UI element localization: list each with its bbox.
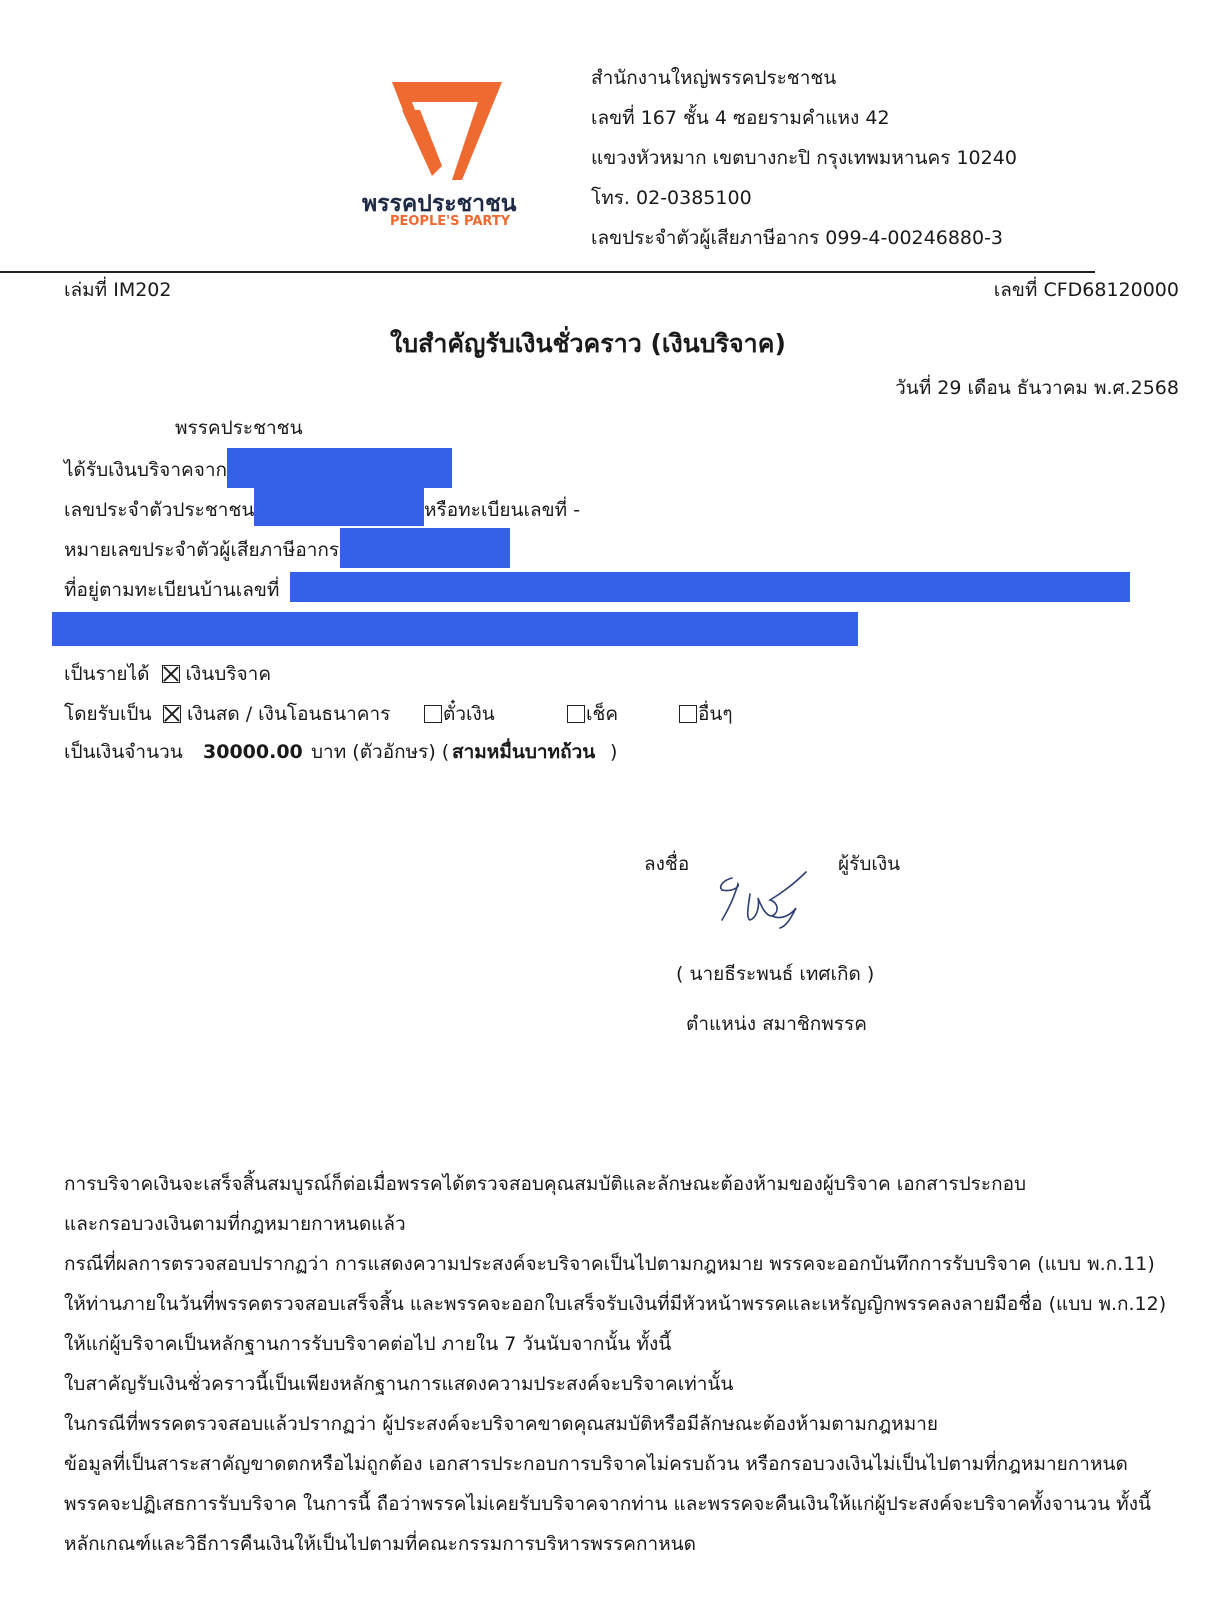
- note-line: พรรคจะปฏิเสธการรับบริจาค ในการนี้ ถือว่าพรรคไม่เคยรับบริจาคจากท่าน และพรรคจะคืนเงินให้แก่ผู้ประสงค์จะบริจาคทั้งจานวน ทั้งนี้: [64, 1493, 1151, 1515]
- redaction-id-card: [254, 488, 424, 526]
- redaction-address-line2: [52, 612, 858, 646]
- id-card-label: เลขประจำตัวประชาชน: [64, 499, 255, 521]
- payment-checkbox[interactable]: [679, 705, 697, 723]
- note-line: และกรอบวงเงินตามที่กฎหมายกาหนดแล้ว: [64, 1213, 406, 1235]
- party-name-en: PEOPLE'S PARTY: [390, 214, 511, 229]
- note-line: หลักเกณฑ์และวิธีการคืนเงินให้เป็นไปตามที่คณะกรรมการบริหารพรรคกาหนด: [64, 1533, 696, 1555]
- note-line: การบริจาคเงินจะเสร็จสิ้นสมบูรณ์ก็ต่อเมื่อพรรคได้ตรวจสอบคุณสมบัติและลักษณะต้องห้ามของผู้บริจาค เอกสารประกอบ: [64, 1173, 1027, 1195]
- tax-id-label: หมายเลขประจำตัวผู้เสียภาษีอากร: [64, 539, 340, 561]
- address-line: สำนักงานใหญ่พรรคประชาชน: [591, 67, 837, 89]
- payment-checkbox[interactable]: [567, 705, 585, 723]
- address-label: ที่อยู่ตามทะเบียนบ้านเลขที่: [64, 579, 280, 601]
- received-from-label: ได้รับเงินบริจาคจาก: [64, 459, 228, 481]
- registration-label: หรือทะเบียนเลขที่ -: [424, 499, 581, 521]
- document-date: วันที่ 29 เดือน ธันวาคม พ.ศ.2568: [895, 377, 1179, 399]
- payment-option-label: เงินสด / เงินโอนธนาคาร: [187, 703, 391, 725]
- payment-checkbox[interactable]: [163, 705, 181, 723]
- receiver-position: ตำแหน่ง สมาชิกพรรค: [686, 1013, 867, 1035]
- address-line: เลขประจำตัวผู้เสียภาษีอากร 099-4-00246880-3: [591, 227, 1004, 249]
- address-line: โทร. 02-0385100: [591, 187, 752, 209]
- handwritten-signature: [710, 858, 830, 938]
- amount-unit: บาท (ตัวอักษร) (: [311, 741, 450, 763]
- document-title: ใบสำคัญรับเงินชั่วคราว (เงินบริจาค): [390, 329, 786, 358]
- party-name-line: พรรคประชาชน: [175, 417, 303, 439]
- redaction-tax-id: [340, 528, 510, 568]
- amount-close: ): [610, 741, 618, 763]
- payment-option-other[interactable]: [679, 702, 733, 726]
- redaction-donor-name: [227, 448, 452, 488]
- payment-option-label: เช็ค: [586, 703, 619, 725]
- payment-option-label: อื่นๆ: [698, 703, 733, 725]
- income-type-checkbox[interactable]: [162, 665, 180, 683]
- note-line: ให้ท่านภายในวันที่พรรคตรวจสอบเสร็จสิ้น และพรรคจะออกใบเสร็จรับเงินที่มีหัวหน้าพรรคและเหรัญญิกพรรคลงลายมือชื่อ (แบบ พ.ก.12): [64, 1293, 1167, 1315]
- payment-option-bill[interactable]: [424, 702, 495, 726]
- payment-method-label: โดยรับเป็น: [64, 703, 152, 725]
- address-line: เลขที่ 167 ชั้น 4 ซอยรามคำแหง 42: [591, 107, 890, 129]
- note-line: ในกรณีที่พรรคตรวจสอบแล้วปรากฏว่า ผู้ประสงค์จะบริจาคขาดคุณสมบัติหรือมีลักษณะต้องห้ามตามกฎหมาย: [64, 1413, 939, 1435]
- payment-option-label: ตั๋วเงิน: [443, 703, 495, 725]
- sign-label: ลงชื่อ: [644, 853, 690, 875]
- amount-words: สามหมื่นบาทถ้วน: [452, 741, 596, 763]
- note-line: ข้อมูลที่เป็นสาระสาคัญขาดตกหรือไม่ถูกต้อง เอกสารประกอบการบริจาคไม่ครบถ้วน หรือกรอบวงเงินไม่เป็นไปตามที่กฎหมายกาหนด: [64, 1453, 1128, 1475]
- payment-option-cash[interactable]: [163, 702, 390, 726]
- party-logo: [362, 80, 542, 240]
- income-type-option: เงินบริจาค: [185, 663, 272, 685]
- document-number: เลขที่ CFD68120000: [993, 279, 1179, 301]
- amount-value: 30000.00: [203, 741, 303, 763]
- address-line: แขวงหัวหมาก เขตบางกะปิ กรุงเทพมหานคร 10240: [591, 147, 1017, 169]
- party-logo-mark: [362, 80, 542, 190]
- note-line: ใบสาคัญรับเงินชั่วคราวนี้เป็นเพียงหลักฐานการแสดงความประสงค์จะบริจาคเท่านั้น: [64, 1373, 734, 1395]
- note-line: ให้แก่ผู้บริจาคเป็นหลักฐานการรับบริจาคต่อไป ภายใน 7 วันนับจากนั้น ทั้งนี้: [64, 1333, 672, 1355]
- income-type-label: เป็นรายได้: [64, 663, 150, 685]
- income-type-row: [64, 662, 271, 686]
- redaction-address-line1: [290, 572, 1130, 602]
- receiver-name: ( นายธีระพนธ์ เทศเกิด ): [676, 963, 875, 985]
- book-number: เล่มที่ IM202: [64, 279, 172, 301]
- payment-option-cheque[interactable]: [567, 702, 618, 726]
- receiver-label: ผู้รับเงิน: [838, 853, 901, 875]
- note-line: กรณีที่ผลการตรวจสอบปรากฏว่า การแสดงความประสงค์จะบริจาคเป็นไปตามกฎหมาย พรรคจะออกบันทึกการรับบริจาค (แบบ พ.ก.11): [64, 1253, 1155, 1275]
- header-divider: [0, 271, 1095, 273]
- amount-label: เป็นเงินจำนวน: [64, 741, 183, 763]
- party-name-th: พรรคประชาชน: [362, 191, 517, 217]
- payment-checkbox[interactable]: [424, 705, 442, 723]
